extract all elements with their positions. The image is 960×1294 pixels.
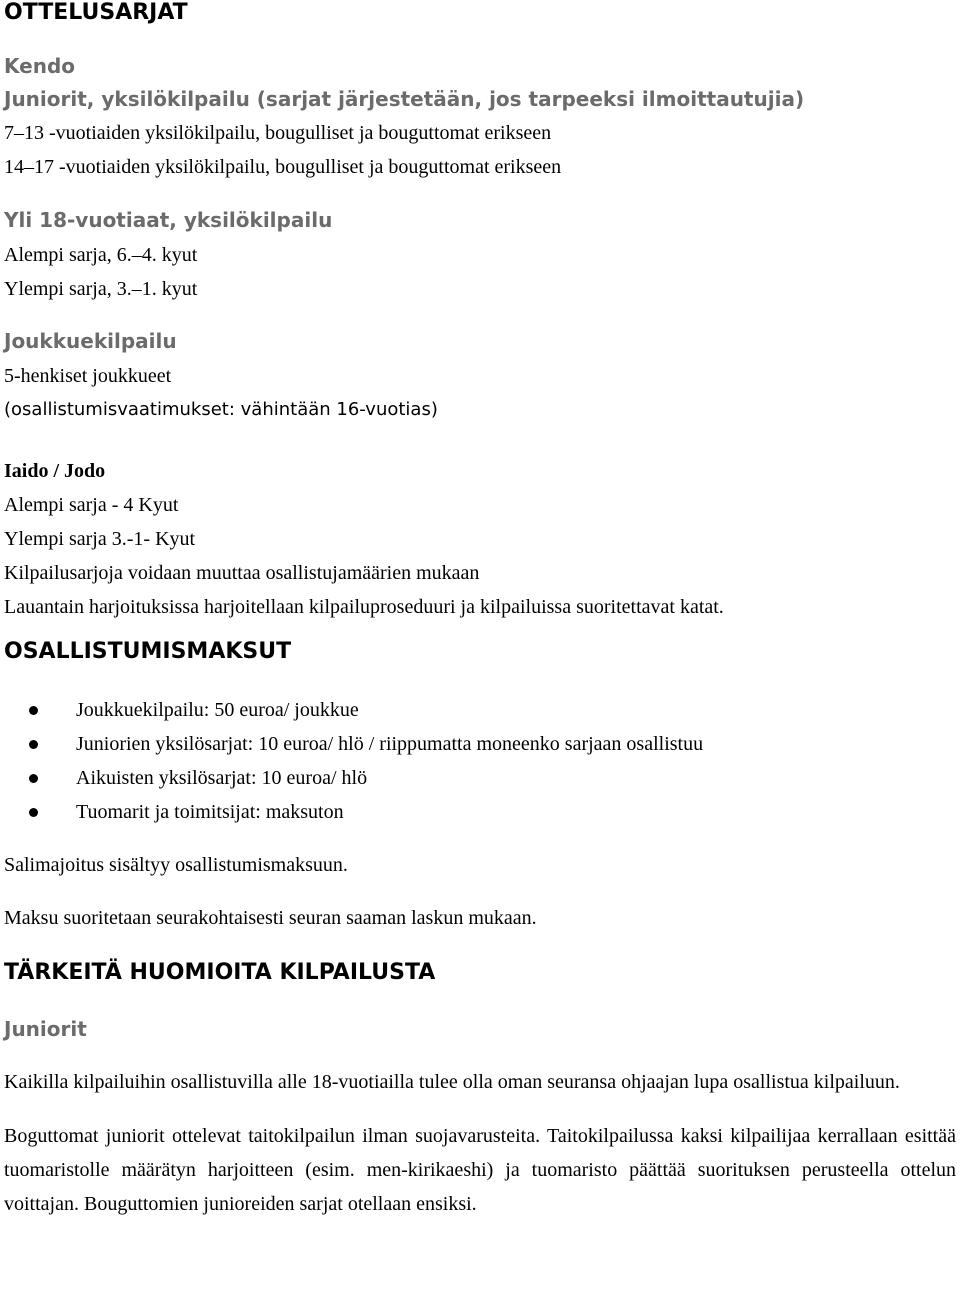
list-item: Joukkuekilpailu: 50 euroa/ joukkue [4,693,956,727]
fees-heading: OSALLISTUMISMAKSUT [4,639,292,664]
fees-note: Maksu suoritetaan seurakohtaisesti seuran saaman laskun mukaan. [4,907,537,929]
bullet-icon [29,740,38,749]
fees-list [4,693,956,829]
notes-paragraph: Boguttomat juniorit ottelevat taitokilpailun ilman suojavarusteita. Taitokilpailussa kaksi kilpailijaa kerrallaan esittää tuomaristolle määrätyn harjoitteen (esim. men-kirikaeshi) ja tuomaristo päättää suorituksen perusteella ottelun voittajan. Bouguttomien junioreiden sarjat otellaan ensiksi. [4,1125,956,1215]
bullet-icon [29,808,38,817]
kendo-adults-line: Alempi sarja, 6.–4. kyut [4,244,198,266]
notes-juniors-heading: Juniorit [4,1017,87,1041]
list-item: Aikuisten yksilösarjat: 10 euroa/ hlö [4,761,956,795]
iaido-heading: Iaido / Jodo [4,460,106,482]
page-title: OTTELUSARJAT [4,0,188,25]
kendo-adults-heading: Yli 18-vuotiaat, yksilökilpailu [4,208,333,232]
kendo-juniors-line: 7–13 -vuotiaiden yksilökilpailu, bougulliset ja bouguttomat erikseen [4,122,552,144]
kendo-team-requirement: (osallistumisvaatimukset: vähintään 16-vuotias) [4,399,438,420]
kendo-team-heading: Joukkuekilpailu [4,329,177,353]
list-item: Juniorien yksilösarjat: 10 euroa/ hlö / riippumatta moneenko sarjaan osallistuu [4,727,956,761]
kendo-adults-line: Ylempi sarja, 3.–1. kyut [4,278,198,300]
kendo-juniors-line: 14–17 -vuotiaiden yksilökilpailu, bougulliset ja bouguttomat erikseen [4,156,562,178]
bullet-icon [29,706,38,715]
document-page [4,0,956,1221]
iaido-line: Alempi sarja - 4 Kyut [4,494,179,516]
iaido-line: Lauantain harjoituksissa harjoitellaan kilpailuproseduuri ja kilpailuissa suoritettavat katat. [4,596,724,618]
list-item: Tuomarit ja toimitsijat: maksuton [4,795,956,829]
kendo-juniors-heading: Juniorit, yksilökilpailu (sarjat järjestetään, jos tarpeeksi ilmoittautujia) [4,87,805,111]
kendo-team-line: 5-henkiset joukkueet [4,365,172,387]
iaido-line: Ylempi sarja 3.-1- Kyut [4,528,196,550]
kendo-heading: Kendo [4,54,76,78]
fees-note: Salimajoitus sisältyy osallistumismaksuun. [4,854,348,876]
notes-paragraph: Kaikilla kilpailuihin osallistuvilla alle 18-vuotiailla tulee olla oman seuransa ohjaajan lupa osallistua kilpailuun. [4,1071,900,1093]
notes-heading: TÄRKEITÄ HUOMIOITA KILPAILUSTA [4,960,436,985]
bullet-icon [29,774,38,783]
iaido-line: Kilpailusarjoja voidaan muuttaa osallistujamäärien mukaan [4,562,480,584]
